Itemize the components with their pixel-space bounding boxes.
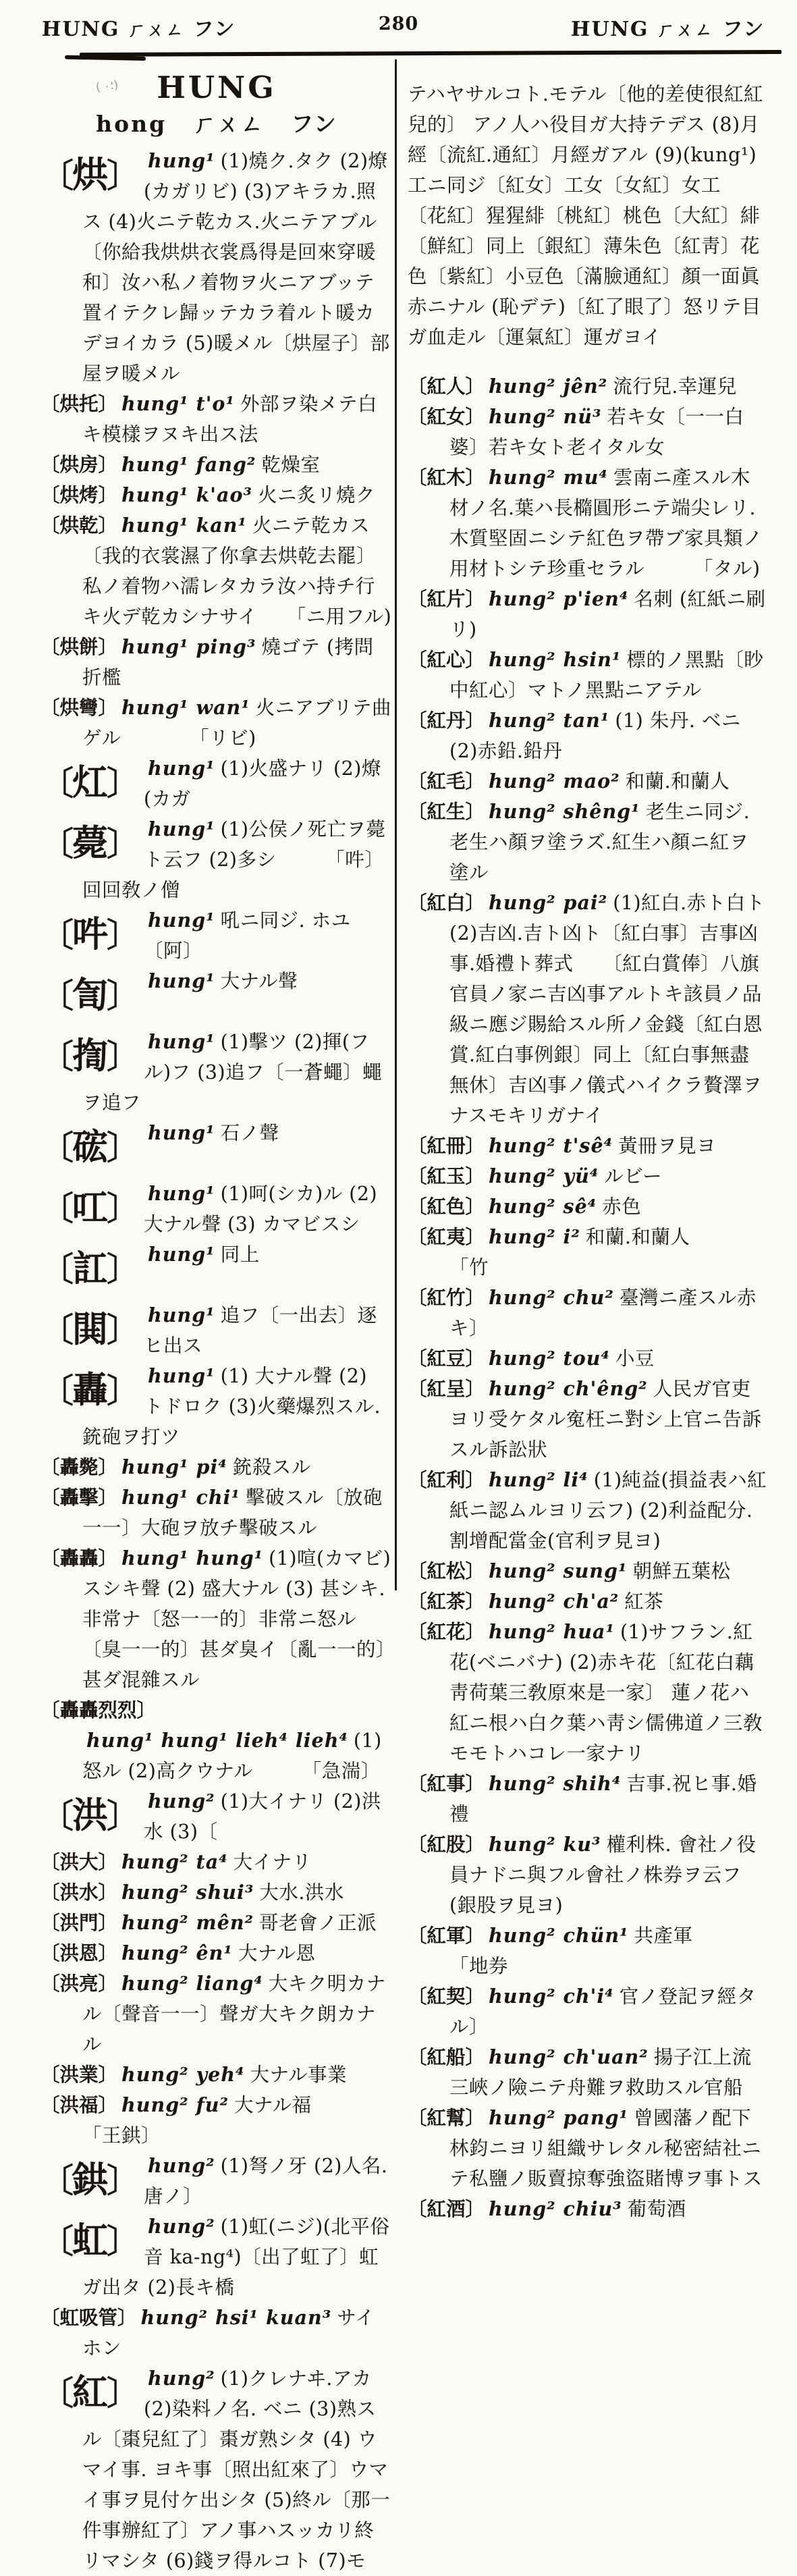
pronunciation: hung²: [148, 2215, 215, 2238]
headword: 〔紅毛〕: [408, 770, 485, 793]
pronunciation: hung² mao²: [489, 770, 620, 793]
pronunciation: hung¹: [148, 1243, 215, 1266]
headword: 〔紅人〕: [408, 375, 485, 398]
dict-entry: [408, 1617, 768, 1769]
dict-entry: [408, 2103, 768, 2194]
dict-entry: [40, 1877, 393, 1908]
pronunciation: hung² ta⁴: [121, 1850, 228, 1873]
dict-entry: [408, 1222, 768, 1283]
headword: 〔紅事〕: [408, 1772, 485, 1795]
dict-entry: [408, 1191, 768, 1222]
pronunciation: hung¹ kan¹: [121, 514, 247, 537]
definition: 揚子江上流三峽ノ險ニテ舟難ヲ救助スル官船: [449, 2046, 752, 2099]
definition: (1)公侯ノ死亡ヲ薨ト云フ (2)多シ 「吽〕回回敎ノ僧: [82, 818, 386, 901]
definition: (1) 朱丹. ベニ (2)赤鉛.鉛丹: [449, 709, 741, 762]
dict-entry: [40, 389, 393, 450]
headword: 〔紅酒〕: [408, 2197, 485, 2220]
headword: 〔紅船〕: [408, 2045, 485, 2068]
pronunciation: hung¹: [148, 1030, 215, 1053]
section-subtitle-zhuyin: ㄏㄨㄥ: [193, 111, 265, 137]
dict-entry: [40, 510, 393, 632]
definition: 火ニアブリテ曲ゲル 「リビ): [82, 697, 392, 749]
headword: 〔紅竹〕: [408, 1286, 485, 1309]
headword: 〔紅夷〕: [408, 1225, 485, 1248]
headword: 〔紅茶〕: [408, 1590, 485, 1613]
dict-entry: [40, 2211, 393, 2303]
definition: (1)喧(カマビ)スシキ聲 (2) 盛大ナル (3) 甚シキ.非常ナ〔怒一一的〕非常ニ怒ル〔臭一一的〕甚ダ臭イ〔亂一一的〕甚ダ混雜スル: [82, 1547, 391, 1691]
dict-entry: [40, 632, 393, 693]
pronunciation: hung¹ hung¹ lieh⁴ lieh⁴: [86, 1729, 348, 1752]
pronunciation: hung¹ hung¹: [121, 1547, 264, 1569]
headword: 〔轟轟烈烈〕: [40, 1698, 157, 1721]
pronunciation: hung² chün¹: [489, 1924, 629, 1947]
dict-entry: [408, 1981, 768, 2042]
definition: 名刺 (紅紙ニ刷リ): [449, 588, 766, 641]
definition: 大イナリ: [233, 1851, 312, 1873]
headword: 〔紅〕: [40, 2371, 139, 2413]
pronunciation: hung² p'ien⁴: [489, 587, 629, 610]
headword: 〔紅玉〕: [408, 1164, 485, 1187]
pronunciation: hung¹: [148, 149, 215, 172]
definition: 擊破スル〔放砲一一〕大砲ヲ放チ擊破スル: [82, 1486, 383, 1539]
left-column: [40, 59, 393, 2576]
headword: 〔紅契〕: [408, 1985, 485, 2008]
pronunciation: hung² jên²: [489, 375, 608, 398]
headword: 〔轟斃〕: [40, 1455, 118, 1478]
pronunciation: hung² hua¹: [489, 1620, 615, 1643]
dict-entry: [40, 1908, 393, 1938]
pronunciation: hung² li⁴: [489, 1468, 588, 1491]
dict-entry: [40, 480, 393, 510]
pronunciation: hung¹: [148, 757, 215, 780]
definition: 老生ニ同ジ.老生ハ顏ヲ塗ラズ.紅生ハ顏ニ紅ヲ塗ル: [449, 801, 750, 884]
headword: 〔轟轟〕: [40, 1547, 118, 1569]
pronunciation: hung² shui³: [121, 1881, 254, 1904]
definition: (1)呵(シカ)ル (2)大ナル聲 (3) カマビスシ: [144, 1183, 378, 1235]
pronunciation: hung² tou⁴: [489, 1347, 610, 1370]
definition: (1)擊ツ (2)揮(フル)フ (3)追フ〔一蒼蠅〕蠅ヲ追フ: [82, 1031, 383, 1114]
pronunciation: hung² ch'êng²: [489, 1377, 648, 1400]
pronunciation: hung¹ fang²: [121, 453, 256, 476]
headword: 〔紅生〕: [408, 800, 485, 823]
pronunciation: hung¹ ping³: [121, 635, 256, 658]
pronunciation: hung² pai²: [489, 891, 608, 914]
right-entry-list: [408, 371, 768, 2224]
section-subtitle-roman: hong: [96, 111, 167, 137]
headword: 〔紅利〕: [408, 1468, 485, 1491]
dict-entry: [408, 1769, 768, 1829]
running-head-right-roman: HUNG: [570, 18, 649, 41]
headword: 〔烘〕: [40, 154, 139, 196]
pronunciation: hung¹ k'ao³: [121, 483, 252, 506]
pronunciation: hung² ch'uan²: [489, 2045, 649, 2068]
definition: 追フ〔一出去〕逐ヒ出ス: [144, 1304, 377, 1357]
pronunciation: hung² yeh⁴: [121, 2063, 245, 2086]
dict-entry: [40, 1786, 393, 1847]
definition: 石ノ聲: [220, 1122, 279, 1144]
definition: (1)虹(ニジ)(北平俗音 ka-ng⁴)〔出了虹了〕虹ガ出タ (2)長キ橋: [82, 2216, 390, 2299]
dict-entry: [40, 1118, 393, 1179]
pronunciation: hung¹: [148, 1364, 215, 1387]
pronunciation: hung² ku³: [489, 1833, 601, 1856]
definition: 葡萄酒: [627, 2198, 686, 2220]
definition: 赤色: [602, 1196, 642, 1218]
dict-entry: [40, 2363, 393, 2576]
definition: ルビー: [604, 1165, 663, 1187]
definition: 權利株. 會社ノ役員ナドニ與フル會社ノ株券ヲ云フ (銀股ヲ見ヨ): [449, 1833, 757, 1916]
headword: 〔紅片〕: [408, 587, 485, 610]
pronunciation: hung²: [148, 2367, 215, 2390]
dict-entry: [408, 705, 768, 766]
pronunciation: hung² t'sê⁴: [489, 1134, 613, 1157]
dict-entry: [40, 2060, 393, 2090]
definition: (1)純益(損益表ハ紅紙ニ認ムルヨリ云フ) (2)利益配分. 割增配當金(官利ヲ見ヨ): [449, 1469, 767, 1552]
definition: 大水.洪水: [259, 1881, 344, 1904]
headword: 〔硡〕: [40, 1126, 139, 1168]
headword: 〔紅冊〕: [408, 1134, 485, 1157]
dict-entry: [408, 1343, 768, 1374]
pronunciation: hung¹ t'o¹: [121, 392, 235, 415]
definition: 和蘭.和蘭人: [625, 770, 730, 793]
headword: 〔揈〕: [40, 1035, 139, 1077]
dict-entry: [408, 1283, 768, 1343]
pronunciation: hung²: [148, 1790, 215, 1813]
dict-entry: [408, 2042, 768, 2103]
headword: 〔紅軍〕: [408, 1924, 485, 1947]
right-column: [408, 59, 768, 2224]
headword: 〔閧〕: [40, 1308, 139, 1350]
headword: 〔洪門〕: [40, 1911, 118, 1934]
dict-entry: [408, 797, 768, 888]
dict-entry: [408, 462, 768, 584]
section-subtitle: [40, 107, 393, 142]
definition: 火ニテ乾カス〔我的衣裳濕了你拿去烘乾去罷〕私ノ着物ハ濡レタカラ汝ハ持チ行キ火デ乾カシナサイ 「ニ用フル): [82, 514, 392, 628]
pronunciation: hung² ch'a²: [489, 1590, 620, 1613]
pronunciation: hung² liang⁴: [121, 1972, 263, 1995]
definition: 燒ゴテ (拷問折檻: [82, 636, 374, 689]
dict-entry: [40, 146, 393, 389]
headword: 〔洪福〕: [40, 2093, 118, 2116]
dict-entry: [40, 753, 393, 814]
definition: 大ナル事業: [250, 2064, 348, 2086]
definition: 小豆: [615, 1347, 655, 1370]
definition: 哥老會ノ正派: [259, 1912, 377, 1934]
column-divider: [395, 59, 397, 1590]
pronunciation: hung² shêng¹: [489, 800, 640, 823]
definition: 吉事.祝ヒ事.婚禮: [449, 1773, 757, 1825]
headword: 〔鉷〕: [40, 2159, 139, 2201]
dict-entry: [40, 1027, 393, 1118]
dict-entry: [40, 1938, 393, 1968]
pronunciation: hung² hsin¹: [489, 648, 622, 671]
headword: 〔虹吸管〕: [40, 2306, 137, 2329]
headword: 〔虹〕: [40, 2220, 139, 2261]
pronunciation: hung¹ chi¹: [121, 1486, 240, 1509]
definition: 大ナル聲: [220, 970, 298, 992]
left-entry-list: [40, 146, 393, 2576]
definition: (1)怒ル (2)高クウナル 「急湍〕: [82, 1729, 382, 1782]
definition: 官ノ登記ヲ經タル〕: [449, 1985, 757, 2038]
running-head-left-zhuyin: ㄏㄨㄥ: [128, 20, 186, 41]
definition: (1)サフラン.紅花(ベニバナ) (2)赤キ花〔紅花白藕靑荷葉三敎原來是一家〕 蓮ノ花ハ紅ニ根ハ白ク葉ハ靑シ儒佛道ノ三敎モモトハコレ一家ナリ: [449, 1621, 763, 1765]
headword: 〔烘彎〕: [40, 696, 118, 719]
dict-entry: [408, 1921, 768, 1981]
dict-entry: [40, 1847, 393, 1877]
dict-entry: [40, 1968, 393, 2060]
pronunciation: hung² sê⁴: [489, 1195, 597, 1218]
definition: サイホン: [82, 2307, 375, 2359]
headword: 〔紅幫〕: [408, 2106, 485, 2129]
dict-entry: [40, 2090, 393, 2151]
dict-entry: [408, 766, 768, 797]
headword: 〔紅丹〕: [408, 709, 485, 732]
pronunciation: hung² ch'i⁴: [489, 1985, 614, 2008]
pronunciation: hung² ên¹: [121, 1941, 233, 1964]
definition: 流行兒.幸運兒: [613, 375, 737, 398]
headword: 〔叿〕: [40, 1187, 139, 1229]
dict-entry: [40, 1543, 393, 1695]
dict-entry: [40, 905, 393, 966]
dict-entry: [40, 1300, 393, 1361]
definition: (1)クレナヰ.アカ (2)染料ノ名. ベニ (3)熟スル〔棗兒紅了〕棗ガ熟シタ (4) ウマイ事. ヨキ事〔照出紅來了〕ウマイ事ヲ見付ケ出シタ (5)終ル〔那一件事辦紅了〕アノ事ハスッカリ終リマシタ (6)錢ヲ得ルコト (7)モ: [82, 2367, 391, 2572]
definition: 標的ノ黑點〔眇中紅心〕マトノ黑點ニアテル: [449, 649, 764, 701]
definition: 大ナル福 「王鉷〕: [82, 2094, 370, 2147]
headword: 〔洪大〕: [40, 1850, 118, 1873]
dict-entry: [40, 1695, 393, 1786]
page-number: 280: [378, 14, 419, 34]
headword: 〔薨〕: [40, 822, 139, 864]
pronunciation: hung² mu⁴: [489, 466, 608, 489]
definition: 銃殺スル: [232, 1456, 311, 1478]
headword: 〔烘乾〕: [40, 514, 118, 537]
headword: 〔烘餅〕: [40, 635, 118, 658]
headword: 〔紅白〕: [408, 891, 485, 914]
headword: 〔轟〕: [40, 1369, 139, 1411]
definition: (1) 大ナル聲 (2) トドロク (3)火藥爆烈スル.銃砲ヲ打ツ: [82, 1365, 381, 1448]
running-head-right-zhuyin: ㄏㄨㄥ: [657, 20, 715, 41]
pronunciation: hung¹: [148, 1121, 215, 1144]
dict-entry: [408, 1374, 768, 1465]
headword: 〔紅木〕: [408, 466, 485, 489]
dict-entry: [408, 371, 768, 402]
dict-entry: [40, 814, 393, 905]
headword: 〔轟擊〕: [40, 1486, 118, 1509]
headword: 〔灴〕: [40, 761, 139, 803]
pencil-mark: ( ؛٠): [94, 78, 119, 95]
pronunciation: hung² sung¹: [489, 1559, 628, 1582]
definition: 人民ガ官吏ヨリ受ケタル寃枉ニ對シ上官ニ告訴スル訴訟狀: [449, 1378, 762, 1461]
dict-entry: [408, 888, 768, 1131]
definition: 朝鮮五葉松: [632, 1560, 731, 1582]
headword: 〔洪亮〕: [40, 1972, 118, 1995]
pronunciation: hung² fu²: [121, 2093, 229, 2116]
dict-entry: [40, 2303, 393, 2363]
definition: 同上: [220, 1243, 260, 1266]
dict-entry: [40, 1482, 393, 1543]
running-head-left-roman: HUNG: [41, 18, 121, 41]
headword: 〔洪水〕: [40, 1881, 118, 1904]
definition: 共產軍 「地券: [449, 1925, 752, 1977]
definition: 大ナル恩: [238, 1942, 316, 1964]
pronunciation: hung¹ pi⁴: [121, 1455, 227, 1478]
headword: 〔紅松〕: [408, 1559, 485, 1582]
headword: 〔紅心〕: [408, 648, 485, 671]
dict-entry: [40, 1361, 393, 1452]
pronunciation: hung¹: [148, 1182, 215, 1205]
definition: 曾國藩ノ配下林鈞ニヨリ組織サレタル秘密結社ニテ私鹽ノ販賣掠奪強盜賭博ヲ事トス: [449, 2107, 763, 2190]
headword: 〔吽〕: [40, 913, 139, 955]
dict-entry: [408, 2194, 768, 2224]
headword: 〔洪業〕: [40, 2063, 118, 2086]
definition: 大キク明カナル〔聲音一一〕聲ガ大キク朗カナル: [82, 1973, 386, 2056]
entry-continuation: テハヤサルコト.モテル〔他的差使很紅紅兒的〕 アノ人ハ役目ガ大持テデス (8)月經〔流紅.通紅〕月經ガアル (9)(kung¹) 工ニ同ジ〔紅女〕工女〔女紅〕女工 〔花紅〕猩猩緋〔桃紅〕桃色〔大紅〕緋〔鮮紅〕同上〔銀紅〕薄朱色〔紅靑〕花色〔紫紅〕小豆色〔滿臉通紅〕顏一面眞赤ニナル (恥デテ)〔紅了眼了〕怒リテ目ガ血走ル〔運氣紅〕運ガヨイ: [408, 82, 764, 348]
section-title: HUNG: [157, 70, 277, 105]
pronunciation: hung¹: [148, 909, 215, 932]
pronunciation: hung¹: [148, 969, 215, 992]
running-head-right-kana: フン: [721, 18, 765, 41]
headword: 〔烘托〕: [40, 392, 118, 415]
headword: 〔紅女〕: [408, 405, 485, 428]
running-head-right: [570, 12, 765, 42]
pronunciation: hung¹: [148, 1304, 215, 1326]
headword: 〔訇〕: [40, 974, 139, 1016]
dict-entry: [40, 693, 393, 753]
pronunciation: hung² hsi¹ kuan³: [140, 2306, 332, 2329]
dict-entry: [408, 1586, 768, 1617]
pronunciation: hung² tan¹: [489, 709, 610, 732]
pronunciation: hung² chu²: [489, 1286, 614, 1309]
section-subtitle-kana: フン: [291, 111, 337, 137]
definition: (1)燒ク.タク (2)燎(カガリビ) (3)アキラカ.照ス (4)火ニテ乾カス.火ニテアブル〔你給我烘烘衣裳爲得是回來穿暖和〕汝ハ私ノ着物ヲ火ニアブッテ置イテクレ歸ッテカラ着ルト暖カデヨイカラ (5)暖メル〔烘屋子〕部屋ヲ暖メル: [82, 150, 390, 385]
headword: 〔紅色〕: [408, 1195, 485, 1218]
pronunciation: hung²: [148, 2154, 215, 2177]
definition: 若キ女〔一一白婆〕若キ女ト老イタル女: [449, 406, 744, 458]
headword: 〔洪〕: [40, 1794, 139, 1836]
pronunciation: hung² mên²: [121, 1911, 254, 1934]
headword: 〔烘烤〕: [40, 483, 118, 506]
headword: 〔洪恩〕: [40, 1941, 118, 1964]
definition: (1)大イナリ (2)洪水 (3)〔: [144, 1790, 381, 1843]
dict-entry: [40, 1452, 393, 1482]
definition: (1)紅白.赤ト白ト (2)吉凶.吉ト凶ト〔紅白事〕吉事凶事.婚禮ト葬式 〔紅白賞俸〕八旗官員ノ家ニ吉凶事アルトキ該員ノ品級ニ應ジ賜給スル所ノ金錢〔紅白恩賞.紅白事例銀〕同上〔紅白事無盡無休〕吉凶事ノ儀式ハイクラ贅澤ヲナスモキリガナイ: [449, 892, 765, 1127]
definition: 紅茶: [624, 1590, 664, 1613]
dict-entry: [40, 2151, 393, 2211]
dict-entry: [408, 1161, 768, 1191]
definition: 乾燥室: [261, 454, 321, 476]
dict-entry: [408, 645, 768, 705]
dict-entry: [40, 450, 393, 480]
pronunciation: hung² pang¹: [489, 2106, 629, 2129]
dict-entry: [40, 1179, 393, 1239]
dict-entry: [408, 584, 768, 645]
dict-entry: [408, 1465, 768, 1556]
pronunciation: hung² nü³: [489, 405, 602, 428]
headword: 〔紅豆〕: [408, 1347, 485, 1370]
pronunciation: hung¹ wan¹: [121, 696, 250, 719]
definition: (1)弩ノ牙 (2)人名.唐ノ〕: [144, 2155, 388, 2207]
definition: 吼ニ同ジ. ホユ 〔阿〕: [144, 909, 390, 962]
pronunciation: hung² yü⁴: [489, 1164, 599, 1187]
definition: (1)火盛ナリ (2)燎(カガ: [144, 757, 381, 810]
pronunciation: hung² shih⁴: [489, 1772, 622, 1795]
dict-entry: [408, 1829, 768, 1921]
definition: 和蘭.和蘭人 「竹: [449, 1226, 749, 1279]
dict-entry: [408, 1131, 768, 1161]
pronunciation: hung² chiu³: [489, 2197, 622, 2220]
definition: 黃冊ヲ見ヨ: [618, 1135, 717, 1157]
headword: 〔紅呈〕: [408, 1377, 485, 1400]
headword: 〔紅股〕: [408, 1833, 485, 1856]
definition: 雲南ニ產スル木材ノ名.葉ハ長橢圓形ニテ端尖レリ.木質堅固ニシテ紅色ヲ帶ブ家具類ノ用材トシテ珍重セラル 「タル): [449, 466, 763, 580]
headword: 〔紅花〕: [408, 1620, 485, 1643]
header-rule: [80, 50, 781, 57]
dict-entry: [408, 402, 768, 462]
definition: 火ニ炙リ燒ク: [257, 484, 375, 506]
pronunciation: hung¹: [148, 817, 215, 840]
running-head-left-kana: フン: [192, 18, 236, 41]
headword: 〔烘房〕: [40, 453, 118, 476]
dict-entry: [40, 966, 393, 1027]
pronunciation: hung² i²: [489, 1225, 580, 1248]
definition: 外部ヲ染メテ白キ模樣ヲヌキ出ス法: [82, 393, 377, 446]
dict-entry: [408, 1556, 768, 1586]
dict-entry: [40, 1239, 393, 1300]
definition: 臺灣ニ產スル赤キ〕: [449, 1287, 757, 1339]
headword: 〔訌〕: [40, 1247, 139, 1289]
